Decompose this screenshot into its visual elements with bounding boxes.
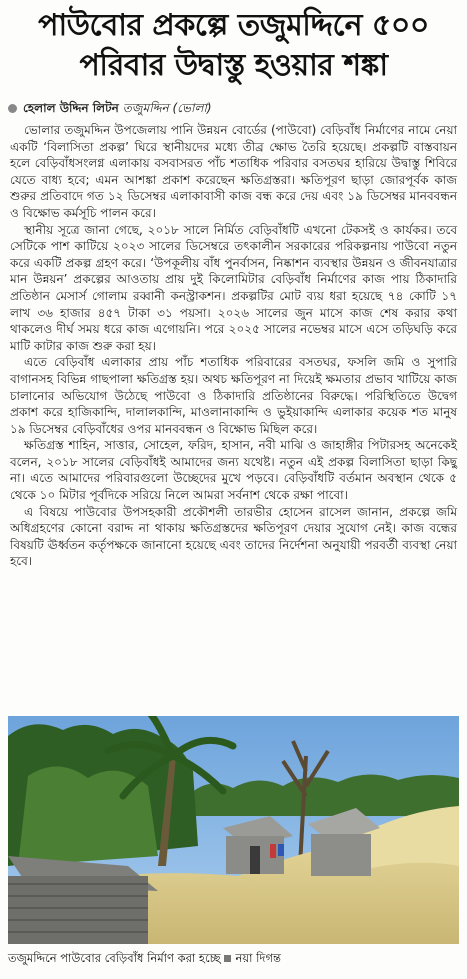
article-paragraph: এতে বেড়িবাঁধ এলাকার প্রায় পাঁচ শতাধিক পরিবারের বসতঘর, ফসলি জমি ও সুপারি বাগানসহ বিভিন্ন গাছপালা ক্ষতিগ্রস্ত হয়। অথচ ক্ষতিপূরণ না দিয়েই ক্ষমতার প্রভাব খাটিয়ে কাজ চালানোর অভিযোগ উঠেছে পাউবো ও ঠিকাদারি প্রতিষ্ঠানের বিরুদ্ধে। পরিস্থিতিতে উদ্বেগ প্রকাশ করে হাজিকান্দি, দালালকান্দি, মাওলানাকান্দি ও ভুইয়াকান্দি এলাকার কয়েক শত মানুষ ১৯ ডিসেম্বর বেড়িবাঁধের ওপর মানববন্ধন ও বিক্ষোভ মিছিল করে। [10,355,457,436]
caption-text: তজুমদ্দিনে পাউবোর বেড়িবাঁধ নির্মাণ করা হচ্ছে [8,951,221,965]
embankment-photo-illustration [8,716,459,944]
bullet-icon [8,104,17,113]
headline-line-1: পাউবোর প্রকল্পে তজুমদ্দিনে ৫০০ [38,8,429,43]
article-paragraph: এ বিষয়ে পাউবোর উপসহকারী প্রকৌশলী তারভীর হোসেন রাসেল জানান, প্রকল্পে জমি অধিগ্রহণের কোনো বরাদ্দ না থাকায় ক্ষতিগ্রস্তদের ক্ষতিপূরণ দেয়ার সুযোগ নেই। কাজ বন্ধের বিষয়টি ঊর্ধ্বতন কর্তৃপক্ষকে জানানো হয়েছে এবং তাদের নির্দেশনা অনুযায়ী পরবর্তী ব্যবস্থা নেয়া হবে। [10,504,457,569]
byline-author: হেলাল উদ্দিন লিটন [23,101,119,115]
byline [8,100,459,116]
headline-line-2: পরিবার উদ্বাস্তু হওয়ার শঙ্কা [79,48,388,83]
square-bullet-icon [224,955,231,962]
article-paragraph: ক্ষতিগ্রস্ত শাহিন, সাত্তার, সোহেল, ফরিদ, হাসান, নবী মাঝি ও জাহাঙ্গীর পিটারসহ অনেকেই বলেন, ২০১৮ সালের বেড়িবাঁধই আমাদের জন্য যথেষ্ট। নতুন এই প্রকল্প বিলাসিতা ছাড়া কিছু না। এতে আমাদের পরিবারগুলো উচ্ছেদের মুখে পড়বে। বেড়িবাঁধটি বর্তমান অবস্থান থেকে ৫ থেকে ১০ মিটার পূর্বদিকে সরিয়ে নিলে আমরা সর্বনাশ থেকে রক্ষা পাবো। [10,438,457,503]
article-body [10,122,457,570]
byline-place: তজুমদ্দিন (ভোলা) [122,101,212,115]
article-paragraph: ভোলার তজুমদ্দিন উপজেলায় পানি উন্নয়ন বোর্ডের (পাউবো) বেড়িবাঁধ নির্মাণের নামে নেয়া একটি ‘বিলাসিতা প্রকল্প’ ঘিরে স্থানীয়দের মধ্যে তীব্র ক্ষোভ তৈরি হয়েছে। প্রকল্পটি বাস্তবায়ন হলে বেড়িবাঁধসংলগ্ন এলাকায় বসবাসরত পাঁচ শতাধিক পরিবার বসতঘর হারিয়ে উদ্বাস্তু শিবিরে যেতে বাধ্য হবে; এমন আশঙ্কা প্রকাশ করেছেন ক্ষতিগ্রস্তরা। ক্ষতিপূরণ ছাড়া জোরপূর্বক কাজ শুরুর প্রতিবাদে গত ১২ ডিসেম্বর এলাকাবাসী কাজ বন্ধ করে দেয় এবং ১৯ ডিসেম্বর মানববন্ধন ও বিক্ষোভ কর্মসূচি পালন করে। [10,123,457,220]
photo-credit: নয়া দিগন্ত [235,951,281,965]
headline [0,0,467,86]
article-paragraph: স্থানীয় সূত্রে জানা গেছে, ২০১৮ সালে নির্মিত বেড়িবাঁধটি এখনো টেকসই ও কার্যকর। তবে সেটিকে পাশ কাটিয়ে ২০২৩ সালের ডিসেম্বরে তৎকালীন সরকারের পরিকল্পনায় পাউবো নতুন করে একটি প্রকল্প গ্রহণ করে। ‘উপকূলীয় বাঁধ পুনর্বাসন, নিষ্কাশন ব্যবস্থার উন্নয়ন ও জীবনযাত্রার মান উন্নয়ন’ প্রকল্পের আওতায় প্রায় দুই কিলোমিটার বেড়িবাঁধ নির্মাণের কাজ পায় ঠিকাদারি প্রতিষ্ঠান মেসার্স গোলাম রব্বানী কনস্ট্রাকশন। প্রকল্পটির মোট ব্যয় ধরা হয়েছে ৭৪ কোটি ১৭ লাখ ৩৬ হাজার ৪৫৭ টাকা ৩১ পয়সা। ২০২৬ সালের জুন মাসে কাজ শেষ করার কথা থাকলেও দীর্ঘ সময় ধরে কাজ এগোয়নি। পরে ২০২৫ সালের নভেম্বর মাসে এসে তড়িঘড়ি করে মাটি কাটার কাজ শুরু করা হয়। [10,222,457,353]
photo-caption [8,950,459,966]
embankment-photo [8,716,459,944]
